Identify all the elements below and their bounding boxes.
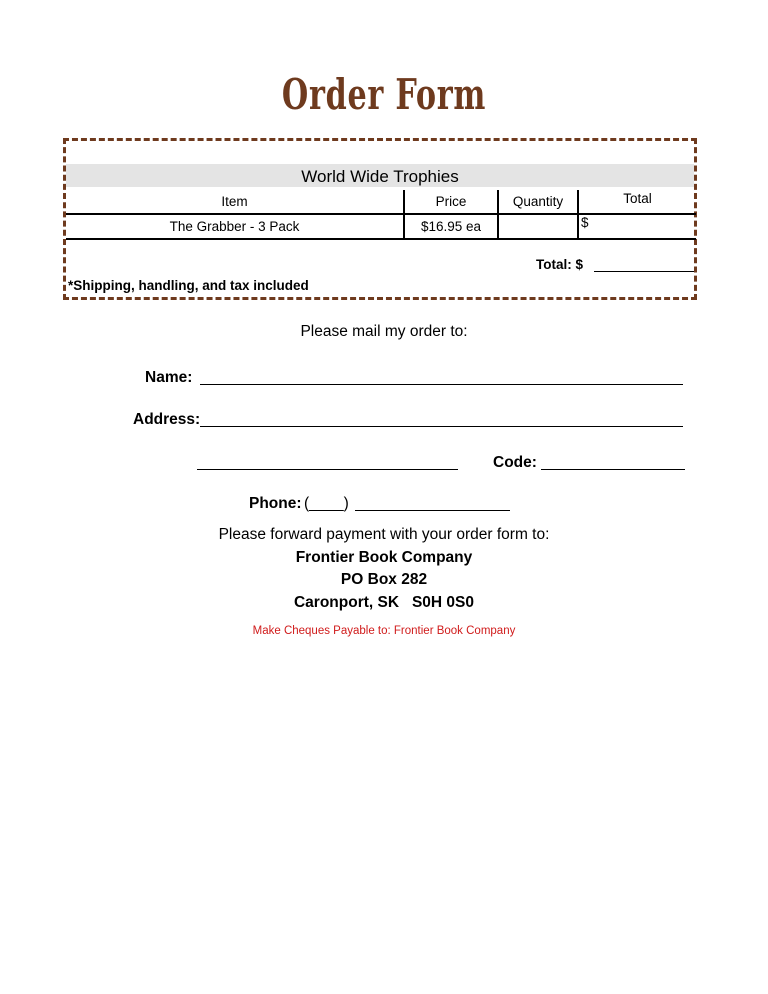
postal-code-field[interactable] (541, 455, 685, 470)
grand-total-label: Total: $ (536, 257, 583, 272)
column-header-price: Price (404, 190, 498, 214)
payment-company: Frontier Book Company (295, 549, 473, 566)
cheques-note: Make Cheques Payable to: Frontier Book Company (252, 625, 516, 637)
mail-intro: Please mail my order to: (300, 323, 468, 340)
payment-intro: Please forward payment with your order form to: (218, 526, 550, 543)
address-field[interactable] (200, 412, 683, 427)
order-table (66, 190, 696, 240)
column-header-quantity: Quantity (498, 190, 578, 214)
address-line-2-field[interactable] (197, 455, 458, 470)
price-cell: $16.95 ea (404, 214, 498, 239)
column-header-total: Total (578, 190, 696, 214)
company-name: World Wide Trophies (66, 164, 694, 187)
name-field[interactable] (200, 370, 683, 385)
payment-po-box: PO Box 282 (340, 571, 428, 588)
phone-label: Phone: (249, 495, 302, 512)
address-label: Address: (133, 411, 201, 428)
payment-city: Caronport, SK S0H 0S0 (293, 594, 474, 611)
item-cell: The Grabber - 3 Pack (66, 214, 404, 239)
code-label: Code: (493, 454, 537, 471)
table-row (66, 214, 696, 239)
phone-field[interactable] (355, 496, 510, 511)
table-header-row (66, 190, 696, 214)
grand-total-field[interactable] (594, 271, 694, 272)
name-label: Name: (145, 369, 193, 386)
order-box (63, 138, 697, 300)
total-cell[interactable]: $ (578, 214, 696, 239)
phone-area-code[interactable]: (____) (304, 495, 349, 512)
column-header-item: Item (66, 190, 404, 214)
quantity-cell[interactable] (498, 214, 578, 239)
shipping-note: *Shipping, handling, and tax included (68, 278, 309, 293)
page-title: Order Form (281, 70, 487, 119)
